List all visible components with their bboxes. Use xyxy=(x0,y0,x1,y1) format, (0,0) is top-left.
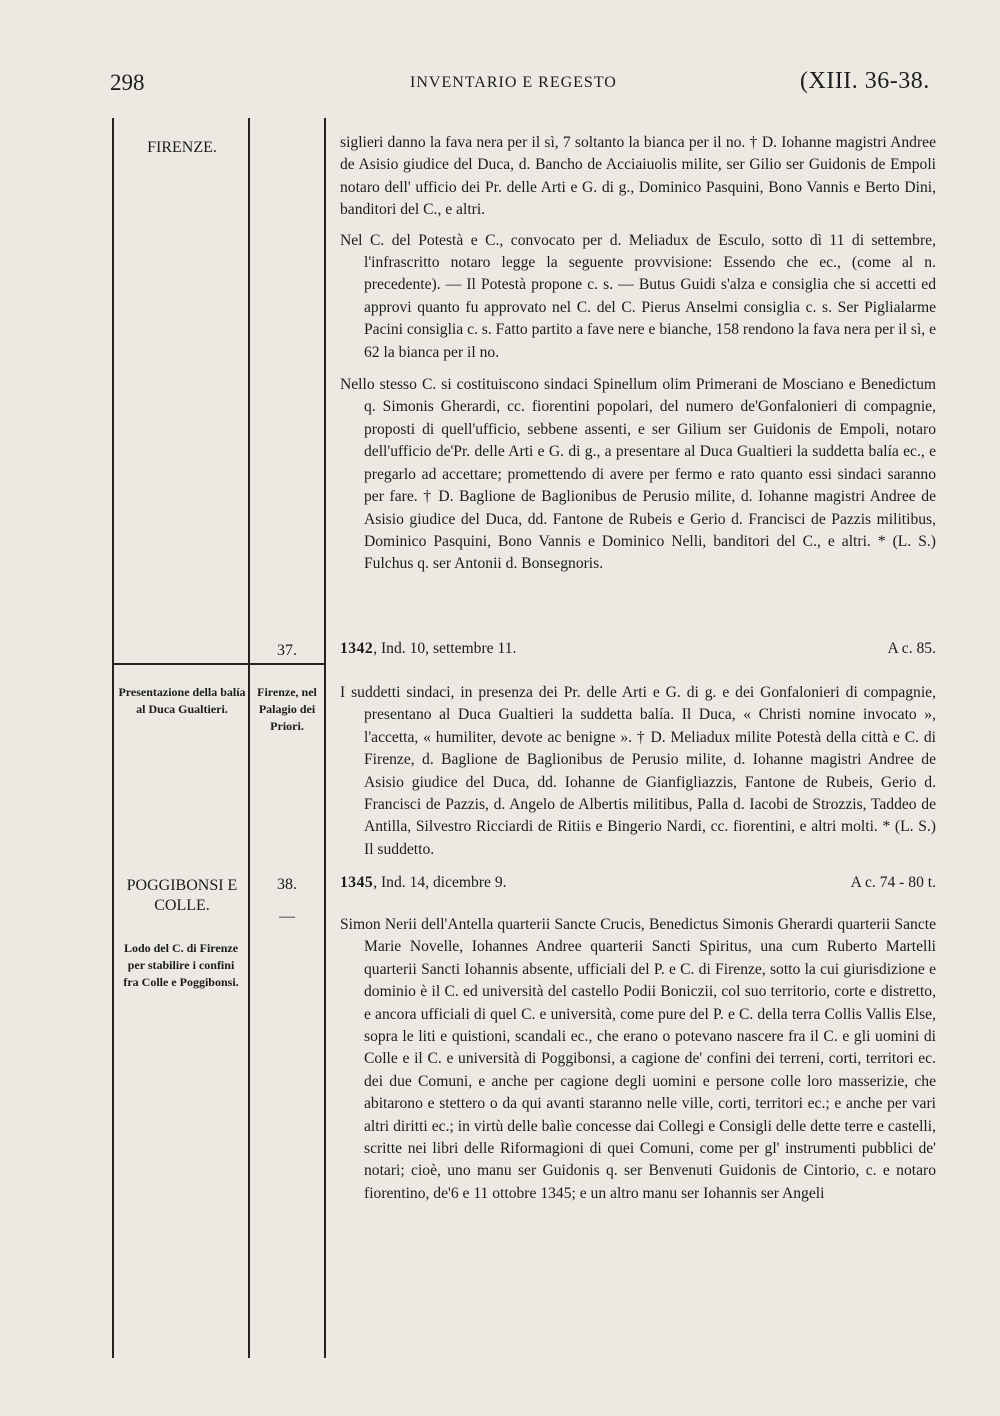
paragraph: I suddetti sindaci, in presenza dei Pr. delle Arti e G. di g. e dei Gonfalonieri di compagnie, presentano al Duca Gualtieri la suddetta balía. Il Duca, « Christi nomine invocato », l'accetta, « humiliter, devote ac benigne ». † D. Meliadux milite Potestà della città e C. di Firenze, d. Baglione de Baglionibus de Perusio milite, d. Iohanne magistri Andree de Asisio giudice del Duca, dd. Iohanne de Gianfigliazzis, Fantone de Rubeis, Gerio d. Francisci de Pazzis, d. Angelo de Albertis militibus, Palla d. Iacobi de Strozzis, Taddeo de Antilla, Silvestro Ricciardi de Ritiis e Bingerio Nardi, cc. fiorentini, e altri molti. * (L. S.) Il suddetto. xyxy=(340,684,936,858)
running-title: INVENTARIO E REGESTO xyxy=(410,74,617,91)
paragraph: Nel C. del Potestà e C., convocato per d. Meliadux de Esculo, sotto dì 11 di settembre, l'infrascritto notaro legge la seguente provvisione: Essendo che ec., (come al n. precedente). — Il Potestà propone c. s. — Butus Guidi s'alza e consiglia che si accetti ed approvi quanto fu approvato nel C. del C. Pierus Anselmi consiglia c. s. Ser Piglialarme Pacini consiglia c. s. Fatto partito a fave nere e bianche, 158 rendono la fava nera per il sì, e 62 la bianca per il no. xyxy=(340,231,936,361)
entry-37-heading xyxy=(340,640,936,658)
page-header xyxy=(0,62,1000,102)
separator-37-mid xyxy=(248,663,324,665)
paragraph: Simon Nerii dell'Antella quarterii Sancte Crucis, Benedictus Simonis Gherardi quarterii Sancte Marie Novelle, Iohannes Andree quarterii Sancti Spiritus, una cum Ruberto Martelli quarterii Sancti Iohannis absente, ufficiali del P. e C. di Firenze, sotto la cui giurisdizione e dominio è il C. ed università del castello Podii Boniczii, col suo territorio, corte e distretto, e ancora ufficiali di quel C. e università, come pure del P. e C. della terra Collis Vallis Else, sopra le liti e quistioni, scandali ec., che erano o potevano nascere fra il C. e gli uomini di Colle e il C. e università di Poggibonsi, a cagione de' confini dei terreni, corti, territori ec. dei due Comuni, e anche per cagione degli uomini e persone colle loro masserizie, che abitarono e stettero o da qui avanti staranno nelle ville, corti, territori ec.; e anche per vari altri diritti ec.; in virtù delle balìe concesse dai Collegi e Consigli delle dette terre e castelli, scritte nei libri delle Riformagioni di quei Comuni, come per gl' instrumenti pubblici de' notari; cioè, uno manu ser Guidonis q. ser Benvenuti Guidonis de Cintorio, c. e notaro fiorentino, de'6 e 11 ottobre 1345; e un altro manu ser Iohannis ser Angeli xyxy=(340,916,936,1202)
column-rule-right xyxy=(324,118,326,1358)
place-label-firenze: FIRENZE. xyxy=(147,139,217,156)
entry-date: , Ind. 10, settembre 11. xyxy=(373,640,517,657)
carte-reference: A c. 74 - 80 t. xyxy=(850,874,936,891)
entry-dash-38: — xyxy=(279,908,295,925)
page-number: 298 xyxy=(110,70,145,95)
location-note-37: Firenze, nel Palagio dei Priori. xyxy=(257,685,317,733)
column-rule-middle xyxy=(248,118,250,1358)
entry-year: 1342 xyxy=(340,640,374,657)
entry-37-text xyxy=(340,682,936,861)
separator-37-left xyxy=(112,663,248,665)
carte-reference: A c. 85. xyxy=(887,640,936,657)
place-label-poggibonsi-colle: POGGIBONSI E COLLE. xyxy=(126,877,238,914)
entry-number-37: 37. xyxy=(277,642,297,659)
subject-note-38: Lodo del C. di Firenze per stabilire i confini fra Colle e Poggibonsi. xyxy=(123,941,239,989)
entry-38-text xyxy=(340,914,936,1205)
entry-year: 1345 xyxy=(340,874,374,891)
paragraph: siglieri danno la fava nera per il sì, 7 soltanto la bianca per il no. † D. Iohanne magistri Andree de Asisio giudice del Duca, d. Bancho de Acciaiuolis milite, ser Gilio ser Guidonis de Empoli notaro dell' ufficio dei Pr. delle Arti e G. di g., Dominico Pasquini, Bono Vannis e Berto Dini, banditori del C., e altri. xyxy=(340,134,936,219)
entry-date: , Ind. 14, dicembre 9. xyxy=(373,874,507,891)
paragraph: Nello stesso C. si costituiscono sindaci Spinellum olim Primerani de Mosciano e Benedictum q. Simonis Gherardi, cc. fiorentini popolari, del numero de'Gonfalonieri di compagnie, proposti di quell'ufficio, sebbene assenti, e ser Gilium ser Guidonis de Empoli, notaro dell'ufficio de'Pr. delle Arti e G. di g., a presentare al Duca Gualtieri la suddetta balía ec., e pregarlo ad accettare; promettendo di avere per fermo e rato quanto essi sindaci saranno per fare. † D. Baglione de Baglionibus de Perusio milite, d. Iohanne magistri Andree de Asisio giudice del Duca, dd. Fantone de Rubeis e Gerio d. Francisci de Pazzis militibus, Dominico Pasquini, Bono Vannis e Dominico Nelli, banditori del C., e altri. * (L. S.) Fulchus q. ser Antonii d. Bonsegnoris. xyxy=(340,376,936,573)
column-rule-left xyxy=(112,118,114,1358)
section-reference: (XIII. 36-38. xyxy=(800,68,930,94)
entry-number-38: 38. xyxy=(277,876,297,893)
entry-continuation xyxy=(340,132,936,576)
subject-note-37: Presentazione della balía al Duca Gualtieri. xyxy=(118,685,246,716)
entry-38-heading xyxy=(340,874,936,892)
